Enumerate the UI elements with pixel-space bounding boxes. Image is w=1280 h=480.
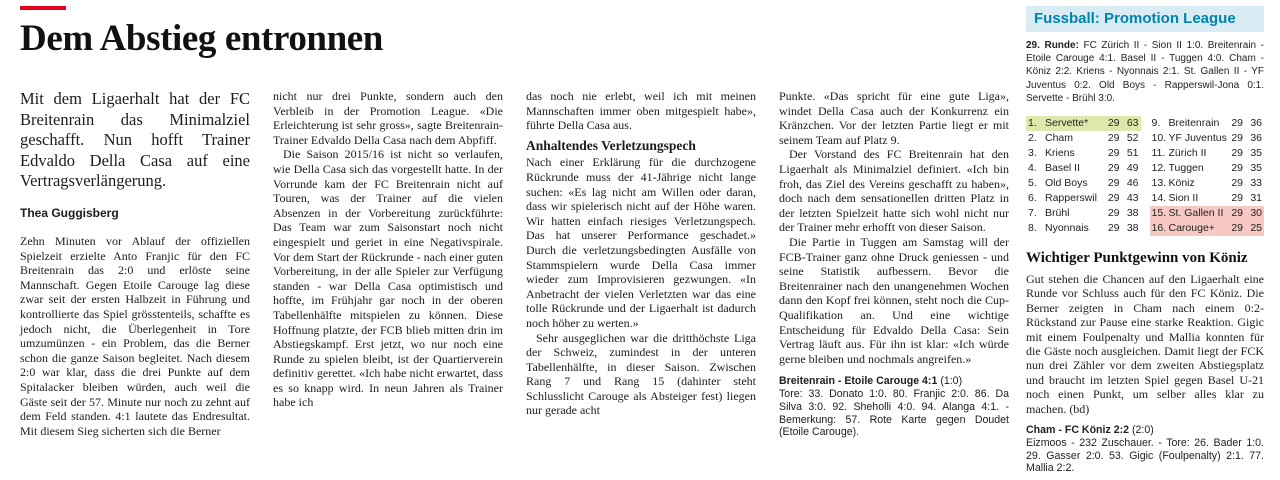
red-accent-bar <box>20 6 66 10</box>
standings-row <box>1026 131 1141 146</box>
standings-points: 49 <box>1126 162 1139 175</box>
standings-points: 25 <box>1250 222 1262 235</box>
match-report-title-line <box>779 375 1009 388</box>
standings-team: Köniz <box>1168 177 1195 190</box>
standings-team: Breitenrain <box>1168 117 1220 130</box>
standings-rank: 6. <box>1028 192 1037 205</box>
standings-rank: 4. <box>1028 162 1037 175</box>
sidebar-panel <box>1026 6 1264 475</box>
standings-games: 29 <box>1231 132 1243 145</box>
standings-row <box>1026 146 1141 161</box>
sidebar-match-title-line <box>1026 424 1264 437</box>
standings-rank: 3. <box>1028 147 1037 160</box>
body-paragraph: Sehr ausgeglichen war die dritthöchste Liga der Schweiz, zumindest in der unteren Tabellenhälfte, in dieser Saison. Zwischen Rang 7 und Rang 15 (dahinter steht Schlusslicht Carouge als Absteiger fest) liegen nur gerade acht <box>526 330 756 418</box>
article-column-2 <box>273 89 503 439</box>
standings-team: YF Juventus <box>1168 132 1227 145</box>
standings-row <box>1150 206 1265 221</box>
standings-points: 35 <box>1250 147 1262 160</box>
match-report <box>779 375 1009 439</box>
standings-rank: 15. <box>1151 207 1167 220</box>
standings-team: Brühl <box>1045 207 1070 220</box>
standings-rank: 12. <box>1151 162 1167 175</box>
match-report-title: Breitenrain - Etoile Carouge 4:1 <box>779 375 938 388</box>
article-columns <box>20 89 1010 439</box>
standings-rank: 1. <box>1028 117 1037 130</box>
body-paragraph: Nach einer Erklärung für die durchzogene Rückrunde muss der 41-Jährige nicht lange suchen: «Es lag nicht am Willen oder daran, dass wir spielerisch nicht auf der Höhe waren. Wir hatten einfach riesiges Verletzungspech. Das hat unserer Performance geschadet.» Durch die verletzungsbedingten Ausfälle von Stammspielern wurde Della Casa immer wieder zum Improvisieren gezwungen. «In Anbetracht der vielen Verletzten war das eine tolle Rückrunde und der Ligaerhalt ist dadurch noch höher zu werten.» <box>526 155 756 330</box>
standings-row <box>1026 221 1141 236</box>
article-column-4 <box>779 89 1009 439</box>
standings-team: Nyonnais <box>1045 222 1089 235</box>
standings-points: 33 <box>1250 177 1262 190</box>
round-label: 29. Runde: <box>1026 40 1079 51</box>
standings-row <box>1150 221 1265 236</box>
standings-rank: 8. <box>1028 222 1037 235</box>
standings-team: Rapperswil <box>1045 192 1097 205</box>
standings-team: Sion II <box>1168 192 1199 205</box>
standings-row <box>1026 116 1141 131</box>
standings-games: 29 <box>1107 177 1120 190</box>
standings-rank: 9. <box>1151 117 1161 130</box>
standings-points: 63 <box>1126 117 1139 130</box>
standings-team: St. Gallen II <box>1168 207 1224 220</box>
sidebar-match-halftime: (2:0) <box>1131 424 1154 437</box>
standings-table-left <box>1026 116 1141 236</box>
standings-games: 29 <box>1107 192 1120 205</box>
body-paragraph: Der Vorstand des FC Breitenrain hat den Ligaerhalt als Minimalziel definiert. «Ich bin froh, das Ziel des Vereins geschafft zu haben», doch nach dem sensationellen dritten Platz in der letzten Spielzeit hatte sich wohl nicht nur der Trainer mehr erhofft von dieser Saison. <box>779 147 1009 235</box>
standings-team: Kriens <box>1045 147 1075 160</box>
body-paragraph: Die Partie in Tuggen am Samstag will der FCB-Trainer ganz ohne Druck geniessen - und seine Statistik aufbessern. Bevor die Breitenrainer nach den unangenehmen Wochen dann den Kopf frei können, steht noch die Cup-Qualifikation an. Und eine wichtige Entscheidung für Edvaldo Della Casa: Sein Vertrag läuft aus. Für ihn ist klar: «Ich würde gerne bleiben und nochmals angreifen.» <box>779 234 1009 366</box>
standings-row <box>1150 161 1265 176</box>
standings-rank: 2. <box>1028 132 1037 145</box>
standings-rank: 13. <box>1151 177 1167 190</box>
standings-games: 29 <box>1107 207 1120 220</box>
standings-games: 29 <box>1107 147 1120 160</box>
standings-points: 36 <box>1250 117 1262 130</box>
standings-points: 35 <box>1250 162 1262 175</box>
article-lead: Mit dem Ligaerhalt hat der FC Breitenrain das Minimalziel geschafft. Nun hofft Trainer Edvaldo Della Casa auf eine Vertragsverlängerung. <box>20 89 250 190</box>
standings-games: 29 <box>1231 177 1243 190</box>
sidebar-match-title: Cham - FC Köniz 2:2 <box>1026 424 1129 437</box>
standings-table-right <box>1150 116 1265 236</box>
standings-points: 30 <box>1250 207 1262 220</box>
standings-row <box>1026 176 1141 191</box>
match-report-details: Tore: 33. Donato 1:0. 80. Franjic 2:0. 86. Da Silva 3:0. 92. Sheholli 4:0. 94. Alanga 4:1. - Bemerkung: 57. Rote Karte gegen Doudet (Etoile Carouge). <box>779 388 1009 439</box>
standings-row <box>1026 191 1141 206</box>
body-paragraph: Punkte. «Das spricht für eine gute Liga», windet Della Casa auch der Konkurrenz ein Kränzchen. Vor der letzten Partie liegt er mit seinem Team auf Platz 9. <box>779 89 1009 147</box>
standings-row <box>1150 146 1265 161</box>
standings-rank: 11. <box>1151 147 1166 160</box>
body-paragraph: das noch nie erlebt, weil ich mit meinen Mannschaften immer oben mitgespielt habe», führte Della Casa aus. <box>526 89 756 133</box>
standings-points: 38 <box>1126 222 1139 235</box>
standings-row <box>1150 116 1265 131</box>
standings-games: 29 <box>1231 222 1243 235</box>
standings-team: Servette* <box>1045 117 1089 130</box>
article-column-1 <box>20 89 250 439</box>
standings-games: 29 <box>1107 132 1120 145</box>
article-column-3 <box>526 89 756 439</box>
sidebar-match-report <box>1026 424 1264 475</box>
standings-row <box>1150 176 1265 191</box>
article-headline: Dem Abstieg entronnen <box>20 18 383 59</box>
sidebar-match-details: Eizmoos - 232 Zuschauer. - Tore: 26. Bader 1:0. 29. Gasser 2:0. 53. Gigic (Foulpenalty) 2:1. 77. Mallia 2:2. <box>1026 436 1264 475</box>
main-article <box>20 6 1010 439</box>
standings-row <box>1026 161 1141 176</box>
standings-games: 29 <box>1107 222 1120 235</box>
round-summary <box>1026 39 1264 105</box>
standings-team: Old Boys <box>1045 177 1088 190</box>
standings-rank: 14. <box>1151 192 1167 205</box>
standings-points: 46 <box>1126 177 1139 190</box>
standings-team: Zürich II <box>1168 147 1207 160</box>
standings-row <box>1026 206 1141 221</box>
standings-rank: 10. <box>1151 132 1167 145</box>
body-paragraph: Die Saison 2015/16 ist nicht so verlaufen, wie Della Casa sich das vorgestellt hatte. In der Vorrunde kam der FC Breitenrain nicht auf Touren, was der Trainer auf die vielen Absenzen in der Vorbereitung zurückführte: Das Team war zum Saisonstart noch nicht eingespielt und geriet in eine Negativspirale. Vor dem Start der Rückrunde - nach einer guten Vorbereitung, in der alle Spieler zur Verfügung standen - war Della Casa optimistisch und hoffte, im Frühjahr gar noch in der oberen Tabellenhälfte mitspielen zu können. Diese Hoffnung platzte, der FCB blieb mitten drin im Abstiegskampf. Erst jetzt, wo nur noch eine Runde zu spielen bleibt, ist der Quartierverein definitiv gerettet. «Ich habe nicht erwartet, dass es so knapp wird. In neun Jahren als Trainer habe ich <box>273 147 503 410</box>
match-report-halftime: (1:0) <box>940 375 963 388</box>
standings-points: 43 <box>1126 192 1139 205</box>
standings-points: 31 <box>1250 192 1262 205</box>
standings-rank: 16. <box>1151 222 1167 235</box>
standings-team: Tuggen <box>1168 162 1204 175</box>
standings-points: 36 <box>1250 132 1262 145</box>
standings-games: 29 <box>1231 207 1243 220</box>
standings-team: Carouge+ <box>1168 222 1215 235</box>
sidebar-article-headline: Wichtiger Punktgewinn von Köniz <box>1026 250 1248 267</box>
standings-team: Cham <box>1045 132 1074 145</box>
standings-table <box>1026 116 1264 236</box>
standings-points: 38 <box>1126 207 1139 220</box>
standings-team: Basel II <box>1045 162 1081 175</box>
article-subhead: Anhaltendes Verletzungspech <box>526 137 696 153</box>
sidebar-title: Fussball: Promotion League <box>1026 6 1264 32</box>
standings-row <box>1150 191 1265 206</box>
standings-points: 52 <box>1126 132 1139 145</box>
standings-games: 29 <box>1231 192 1243 205</box>
standings-games: 29 <box>1107 162 1120 175</box>
article-byline: Thea Guggisberg <box>20 205 119 220</box>
standings-points: 51 <box>1126 147 1139 160</box>
body-paragraph: nicht nur drei Punkte, sondern auch den Verbleib in der Promotion League. «Die Erleichterung ist sehr gross», sagte Breitenrain-Trainer Edvaldo Della Casa nach dem Abpfiff. <box>273 89 503 147</box>
standings-rank: 5. <box>1028 177 1037 190</box>
body-paragraph: Zehn Minuten vor Ablauf der offiziellen Spielzeit erzielte Anto Franjic für den FC Breitenrain das 2:0 und erlöste seine Mannschaft. Gegen Etoile Carouge lag diese zwar seit der ersten Halbzeit in Führung und kontrollierte das Spiel grösstenteils, schaffte es jedoch nicht, die Überlegenheit in Tore umzumünzen - ein Problem, das die Berner schon die ganze Saison begleitet. Nach diesem 2:0 war klar, dass die drei Punkte auf dem Spitalacker bleiben würden, auch weil die Gäste seit der 57. Minute nur noch zu zehnt auf dem Feld standen. 4:1 lautete das Endresultat. Mit diesem Sieg sicherten sich die Berner <box>20 234 250 438</box>
sidebar-article-body: Gut stehen die Chancen auf den Ligaerhalt eine Runde vor Schluss auch für den FC Köniz. Die Berner zeigten in Cham nach einem 0:2-Rückstand zur Pause eine starke Reaktion. Gigic mit einem Foulpenalty und Mallia konnten für die Gäste noch ausgleichen. Damit liegt der FCK nun drei Zähler vor dem zweiten Abstiegsplatz und braucht im letzten Spiel gegen Basel U-21 noch einen Punkt, um selber alles klar zu machen. (bd) <box>1026 272 1264 416</box>
standings-rank: 7. <box>1028 207 1037 220</box>
standings-row <box>1150 131 1265 146</box>
standings-games: 29 <box>1107 117 1120 130</box>
standings-games: 29 <box>1231 162 1243 175</box>
standings-games: 29 <box>1231 147 1243 160</box>
round-results: FC Zürich II - Sion II 1:0. Breitenrain - Etoile Carouge 4:1. Basel II - Tuggen 4:0. Cham - Köniz 2:2. Kriens - Nyonnais 2:1. St. Gallen II - YF Juventus 0:2. Old Boys - Rapperswil-Jona 0:1. Servette - Brühl 3:0. <box>1026 40 1265 104</box>
standings-games: 29 <box>1231 117 1243 130</box>
